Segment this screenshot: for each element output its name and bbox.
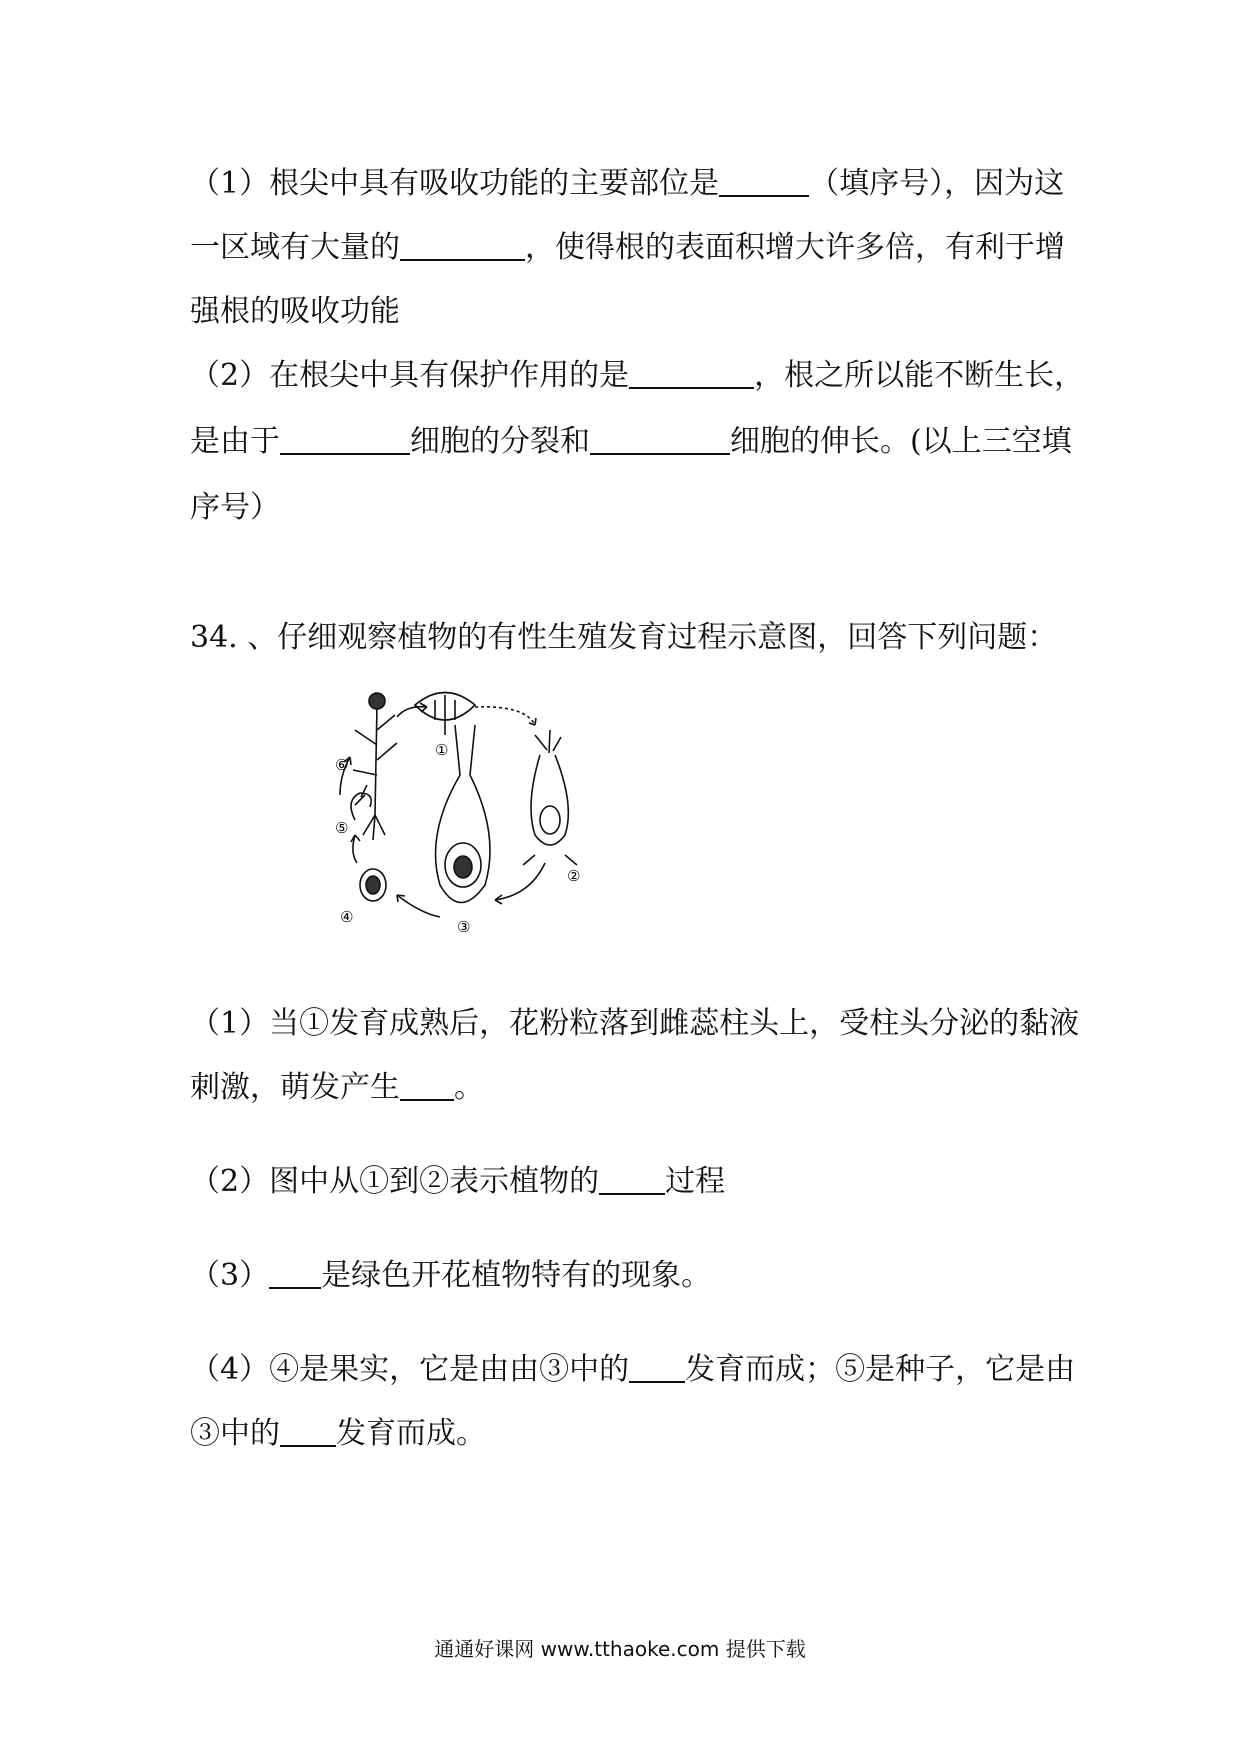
- answer-blank[interactable]: [719, 165, 809, 197]
- figure-label-2: ②: [567, 867, 581, 885]
- q33-p1-text: （填序号），因为这: [809, 166, 1065, 201]
- mature-plant-drawing: [353, 693, 397, 840]
- q34-s4-line1: [190, 1350, 1076, 1390]
- answer-blank[interactable]: [629, 1351, 685, 1383]
- q34-s1-text: 刺激，萌发产生: [190, 1070, 400, 1105]
- q33-p1-text: ，使得根的表面积增大许多倍，有利于增: [525, 230, 1065, 265]
- flower-drawing: [415, 693, 475, 736]
- q34-s4-text: （4）④是果实，它是由由③中的: [190, 1352, 630, 1387]
- q33-p2-line2: [190, 422, 1072, 462]
- q34-title: 34. 、仔细观察植物的有性生殖发育过程示意图，回答下列问题：: [190, 620, 1058, 655]
- figure-label-1: ①: [435, 741, 449, 759]
- q34-s3-text: （3）: [190, 1258, 270, 1293]
- answer-blank[interactable]: [269, 1257, 321, 1289]
- figure-label-5: ⑤: [335, 819, 349, 837]
- q34-s4-text: 发育而成。: [336, 1416, 486, 1451]
- q34-s1-line1: （1）当①发育成熟后，花粉粒落到雌蕊柱头上，受柱头分泌的黏液: [190, 1006, 1080, 1041]
- q33-p1-line1: [190, 164, 1065, 204]
- answer-blank[interactable]: [400, 1069, 454, 1101]
- answer-blank[interactable]: [280, 1415, 336, 1447]
- q33-p1-line2: [190, 228, 1065, 268]
- answer-blank[interactable]: [400, 229, 525, 261]
- plant-life-cycle-diagram: [335, 685, 625, 937]
- q34-s3-text: 是绿色开花植物特有的现象。: [321, 1258, 712, 1293]
- q34-s1-line2: [190, 1068, 1060, 1108]
- fruit-drawing: [360, 869, 386, 901]
- arrow-2-to-3: [495, 863, 545, 900]
- q33-p1-line3: 强根的吸收功能: [190, 294, 400, 329]
- answer-blank[interactable]: [629, 357, 754, 389]
- q33-p1-text: （1）根尖中具有吸收功能的主要部位是: [190, 166, 720, 201]
- q34-s2-text: （2）图中从①到②表示植物的: [190, 1164, 600, 1199]
- q34-s2-text: 过程: [665, 1164, 726, 1199]
- q33-p2-text: （2）在根尖中具有保护作用的是: [190, 358, 630, 393]
- page-footer: 通通好课网 www.tthaoke.com 提供下载: [434, 1637, 806, 1661]
- figure-label-4: ④: [340, 908, 354, 926]
- arrow-3-to-4: [397, 895, 440, 917]
- q33-p2-line3: 序号）: [190, 490, 280, 525]
- seedling-drawing: [351, 785, 371, 820]
- answer-blank[interactable]: [599, 1163, 665, 1195]
- arrow-4-to-5: [353, 835, 357, 863]
- q34-s4-text: ③中的: [190, 1416, 280, 1451]
- pistil-drawing: [523, 730, 577, 865]
- q34-s2-line: [190, 1162, 1060, 1202]
- q34-s1-text: 。: [454, 1070, 484, 1105]
- q33-p2-text: 是由于: [190, 424, 280, 459]
- arrowhead: [351, 835, 360, 842]
- q34-s4-line2: [190, 1414, 1060, 1454]
- figure-label-6: ⑥: [335, 756, 349, 774]
- q34-s3-line: [190, 1256, 1060, 1296]
- q33-p2-line1: [190, 356, 1085, 396]
- q33-p2-text: 细胞的分裂和: [410, 424, 590, 459]
- answer-blank[interactable]: [590, 423, 730, 455]
- answer-blank[interactable]: [280, 423, 410, 455]
- q34-s4-text: 发育而成；⑤是种子，它是由: [685, 1352, 1076, 1387]
- q33-p2-text: ，根之所以能不断生长，: [754, 358, 1085, 393]
- arrow-1-to-2-dashed: [475, 707, 535, 725]
- figure-label-3: ③: [457, 918, 471, 936]
- q33-p1-text: 一区域有大量的: [190, 230, 400, 265]
- q33-p2-text: 细胞的伸长。(以上三空填: [730, 424, 1072, 459]
